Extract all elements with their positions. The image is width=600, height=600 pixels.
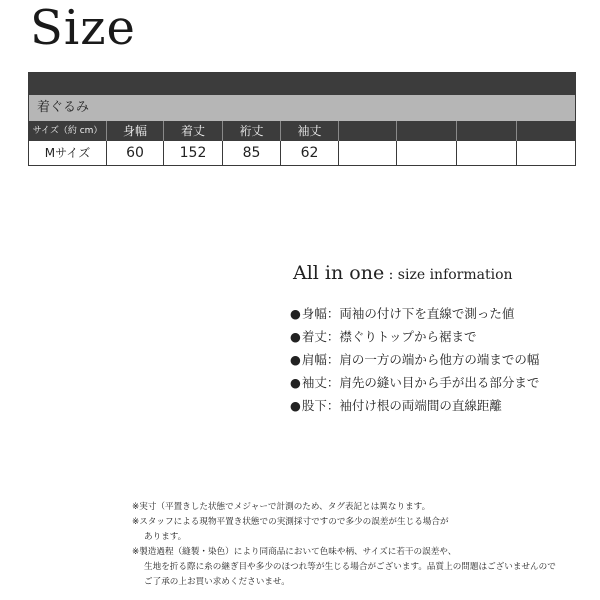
- note-text: ※製造過程（縫製・染色）により同商品において色味や柄、サイズに若干の誤差や、: [132, 547, 457, 557]
- list-item: [290, 371, 539, 394]
- bullet-icon: ●: [290, 398, 301, 413]
- table-cell-size: Mサイズ: [29, 141, 107, 165]
- list-item: [290, 325, 539, 348]
- table-category: 着ぐるみ: [29, 95, 575, 121]
- note-item: [132, 515, 572, 545]
- table-cell: 152: [164, 141, 223, 165]
- definition-text: 身幅：両袖の付け下を直線で測った値: [301, 306, 515, 321]
- info-title-main: All in one: [293, 262, 385, 284]
- note-text: ※スタッフによる現物平置き状態での実測採寸ですので多少の誤差が生じる場合が: [132, 517, 449, 527]
- list-item: [290, 348, 539, 371]
- definition-list: [290, 302, 539, 417]
- list-item: [290, 302, 539, 325]
- header-cell-size: サイズ（約 cm）: [29, 121, 107, 141]
- definition-text: 股下：袖付け根の両端間の直線距離: [301, 398, 502, 413]
- note-item: [132, 500, 572, 515]
- header-cell-body-width: 身幅: [107, 121, 164, 141]
- definition-text: 着丈：襟ぐりトップから裾まで: [301, 329, 477, 344]
- page-title: Size: [30, 0, 136, 56]
- definition-text: 肩幅：肩の一方の端から他方の端までの幅: [301, 352, 540, 367]
- notes-list: [132, 500, 572, 590]
- header-cell-empty: [339, 121, 397, 141]
- table-header-row: [29, 121, 575, 141]
- definition-text: 袖丈：肩先の縫い目から手が出る部分まで: [301, 375, 540, 390]
- header-cell-empty: [517, 121, 575, 141]
- bullet-icon: ●: [290, 329, 301, 344]
- table-cell: [457, 141, 517, 165]
- table-cell: 60: [107, 141, 164, 165]
- note-item: [132, 545, 572, 590]
- bullet-icon: ●: [290, 306, 301, 321]
- note-continuation: あります。: [144, 532, 187, 542]
- table-top-bar: [29, 73, 575, 95]
- table-cell: 62: [281, 141, 339, 165]
- header-cell-yuki: 裄丈: [223, 121, 281, 141]
- table-cell: [339, 141, 397, 165]
- bullet-icon: ●: [290, 352, 301, 367]
- list-item: [290, 394, 539, 417]
- bullet-icon: ●: [290, 375, 301, 390]
- table-cell: [517, 141, 575, 165]
- table-cell: 85: [223, 141, 281, 165]
- info-title-sub: : size information: [384, 267, 513, 283]
- table-cell: [397, 141, 457, 165]
- table-row: [29, 141, 575, 165]
- note-text: ※実寸（平置きした状態でメジャーで計測のため、タグ表記とは異なります。: [132, 502, 431, 512]
- header-cell-sleeve: 袖丈: [281, 121, 339, 141]
- size-table: [28, 72, 576, 166]
- info-title: [293, 262, 513, 284]
- header-cell-empty: [397, 121, 457, 141]
- header-cell-length: 着丈: [164, 121, 223, 141]
- header-cell-empty: [457, 121, 517, 141]
- note-continuation: 生地を折る際に糸の継ぎ目や多少のほつれ等が生じる場合がございます。品質上の問題はございませんのでご了承の上お買い求めくださいませ。: [144, 562, 556, 587]
